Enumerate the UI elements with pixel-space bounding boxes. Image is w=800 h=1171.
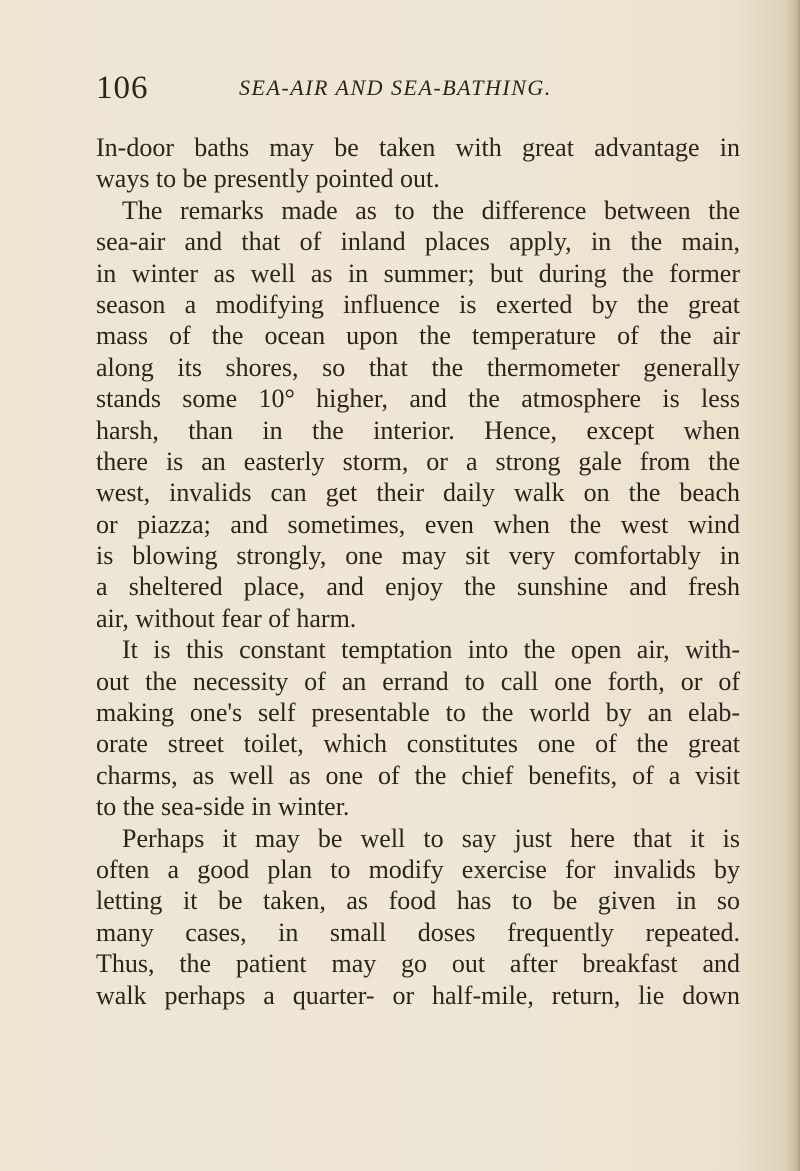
text-line: season a modifying influence is exerted by the great <box>96 289 740 319</box>
text-line: walk perhaps a quarter- or half-mile, return, lie down <box>96 980 740 1010</box>
text-line: orate street toilet, which constitutes one of the great <box>96 729 740 759</box>
text-line: Thus, the patient may go out after breakfast and <box>96 949 740 979</box>
text-line: west, invalids can get their daily walk on the beach <box>96 478 740 508</box>
text-line: harsh, than in the interior. Hence, except when <box>96 415 740 445</box>
text-line: In-door baths may be taken with great advantage in <box>96 133 740 162</box>
text-line: The remarks made as to the difference between the <box>122 195 740 225</box>
text-line: letting it be taken, as food has to be given in so <box>96 886 740 916</box>
text-line: charms, as well as one of the chief benefits, of a visit <box>96 760 740 790</box>
text-line: along its shores, so that the thermometer generally <box>96 352 740 382</box>
text-line: out the necessity of an errand to call one forth, or of <box>96 666 740 696</box>
page-number: 106 <box>96 70 149 106</box>
body-text <box>96 132 740 1011</box>
text-line: It is this constant temptation into the open air, with- <box>122 635 740 665</box>
text-line: sea-air and that of inland places apply, in the main, <box>96 227 740 257</box>
text-line: stands some 10° higher, and the atmosphere is less <box>96 384 740 414</box>
running-head: SEA-AIR AND SEA-BATHING. <box>239 75 552 100</box>
page-header <box>96 70 716 110</box>
text-line: ways to be presently pointed out. <box>96 164 440 194</box>
text-line: there is an easterly storm, or a strong gale from the <box>96 446 740 476</box>
text-line: Perhaps it may be well to say just here that it is <box>122 823 740 853</box>
text-line: is blowing strongly, one may sit very comfortably in <box>96 541 740 571</box>
text-line: or piazza; and sometimes, even when the west wind <box>96 509 740 539</box>
text-line: to the sea-side in winter. <box>96 792 350 822</box>
text-line: mass of the ocean upon the temperature of the air <box>96 321 740 351</box>
text-line: often a good plan to modify exercise for invalids by <box>96 854 740 884</box>
text-line: in winter as well as in summer; but during the former <box>96 258 740 288</box>
page-edge-shadow <box>786 0 800 1171</box>
text-line: many cases, in small doses frequently repeated. <box>96 917 740 947</box>
text-line: making one's self presentable to the world by an elab- <box>96 698 740 728</box>
text-line: air, without fear of harm. <box>96 603 357 633</box>
text-line: a sheltered place, and enjoy the sunshine and fresh <box>96 572 740 602</box>
